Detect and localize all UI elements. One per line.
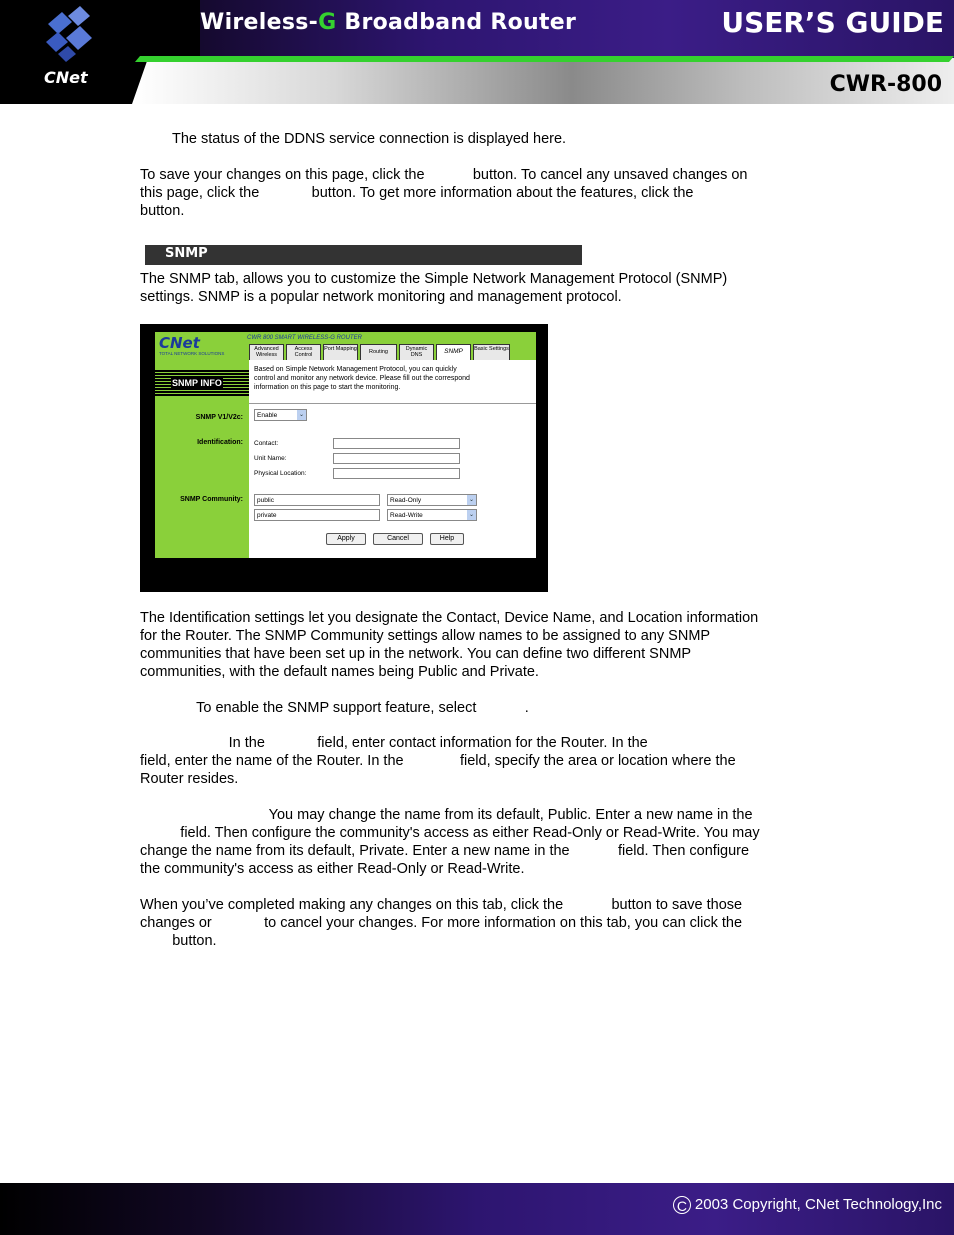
copyright-notice bbox=[673, 1196, 942, 1214]
snmp-description: Based on Simple Network Management Protocol, you can quickly control and monitor any network device. Please fill out the correspond information on this page to start the monitoring. bbox=[254, 366, 470, 391]
tab-dynamic-dns[interactable]: Dynamic DNS bbox=[399, 344, 434, 360]
router-sidebar bbox=[155, 360, 249, 558]
header-green-stripe bbox=[135, 56, 954, 62]
section-heading-bar bbox=[145, 245, 582, 265]
router-content bbox=[249, 360, 536, 558]
cnet-logo-text: CNet bbox=[44, 68, 88, 87]
unit-name-input[interactable] bbox=[333, 453, 460, 464]
section-heading: SNMP bbox=[165, 246, 208, 261]
tab-port-mapping[interactable]: Port Mapping bbox=[323, 344, 358, 360]
chevron-down-icon: ⌄ bbox=[468, 497, 475, 503]
snmp-intro-paragraph: The SNMP tab, allows you to customize the Simple Network Management Protocol (SNMP) settings. SNMP is a popular network monitoring and management protocol. bbox=[140, 271, 728, 305]
router-model-line: CWR 800 SMART WIRELESS-G ROUTER bbox=[247, 335, 362, 341]
community-paragraph: You may change the name from its default, Public. Enter a new name in the field. Then configure the community's access as either Read-Only or Read-Write. You may change the name from its default, Private. Enter a new name in the field. Then configure the community's access as either Read-Only or Read-Write. bbox=[140, 807, 760, 877]
tab-routing[interactable]: Routing bbox=[360, 344, 397, 360]
router-window bbox=[155, 332, 536, 558]
complete-paragraph: When you’ve completed making any changes on this tab, click the button to save those changes or to cancel your changes. For more information on this tab, you can click the button. bbox=[140, 897, 743, 949]
community-public-input[interactable]: public bbox=[254, 494, 380, 506]
chevron-down-icon: ⌄ bbox=[468, 512, 475, 518]
router-logo-subtitle: TOTAL NETWORK SOLUTIONS bbox=[159, 351, 225, 356]
community-public-access-select[interactable]: Read-Only ⌄ bbox=[387, 494, 477, 506]
copyright-text: 2003 Copyright, CNet Technology,Inc bbox=[694, 1196, 942, 1213]
divider bbox=[249, 403, 536, 404]
identification-label: Identification: bbox=[197, 439, 243, 446]
community-label: SNMP Community: bbox=[180, 496, 243, 503]
header-title: Wireless-G Broadband Router bbox=[200, 10, 577, 35]
router-logo: CNet bbox=[159, 334, 200, 352]
model-number: CWR-800 bbox=[829, 72, 942, 97]
router-snmp-screenshot bbox=[140, 324, 548, 592]
tab-basic-settings[interactable]: Basic Settings bbox=[473, 344, 510, 360]
router-header bbox=[155, 332, 536, 360]
snmp-enable-select[interactable]: Enable ⌄ bbox=[254, 409, 307, 421]
cancel-button[interactable]: Cancel bbox=[373, 533, 423, 545]
community-private-input[interactable]: private bbox=[254, 509, 380, 521]
users-guide-title: USER’S GUIDE bbox=[721, 6, 944, 39]
tab-advanced-wireless[interactable]: Advanced Wireless bbox=[249, 344, 284, 360]
tab-access-control[interactable]: Access Control bbox=[286, 344, 321, 360]
save-instructions-paragraph: To save your changes on this page, click the button. To cancel any unsaved changes on this page, click the button. To get more information about the features, click the button. bbox=[140, 167, 748, 219]
apply-button[interactable]: Apply bbox=[326, 533, 366, 545]
chevron-down-icon: ⌄ bbox=[298, 412, 305, 418]
community-private-access-select[interactable]: Read-Write ⌄ bbox=[387, 509, 477, 521]
identification-paragraph: The Identification settings let you designate the Contact, Device Name, and Location information for the Router. The SNMP Community settings allow names to be assigned to any SNMP communities that have been set up in the network. You can define two different SNMP communities, with the default names being Public and Private. bbox=[140, 610, 759, 680]
contact-paragraph: In the field, enter contact information for the Router. In the field, enter the name of the Router. In the field, specify the area or location where the Router resides. bbox=[140, 735, 736, 787]
cnet-logo-icon bbox=[38, 4, 102, 64]
physical-location-input[interactable] bbox=[333, 468, 460, 479]
copyright-icon: C bbox=[673, 1196, 691, 1214]
enable-paragraph: To enable the SNMP support feature, select . bbox=[140, 700, 529, 716]
help-button[interactable]: Help bbox=[430, 533, 464, 545]
ddns-status-paragraph: The status of the DDNS service connection is displayed here. bbox=[140, 131, 567, 147]
page-header bbox=[0, 0, 954, 104]
contact-label: Contact: bbox=[254, 440, 279, 447]
unit-name-label: Unit Name: bbox=[254, 455, 287, 462]
tab-snmp[interactable]: SNMP bbox=[436, 344, 471, 360]
contact-input[interactable] bbox=[333, 438, 460, 449]
physical-location-label: Physical Location: bbox=[254, 470, 307, 477]
snmp-info-band bbox=[155, 370, 249, 396]
snmp-version-label: SNMP V1/V2c: bbox=[195, 414, 243, 421]
snmp-info-title: SNMP INFO bbox=[172, 378, 222, 388]
page-footer bbox=[0, 1183, 954, 1235]
